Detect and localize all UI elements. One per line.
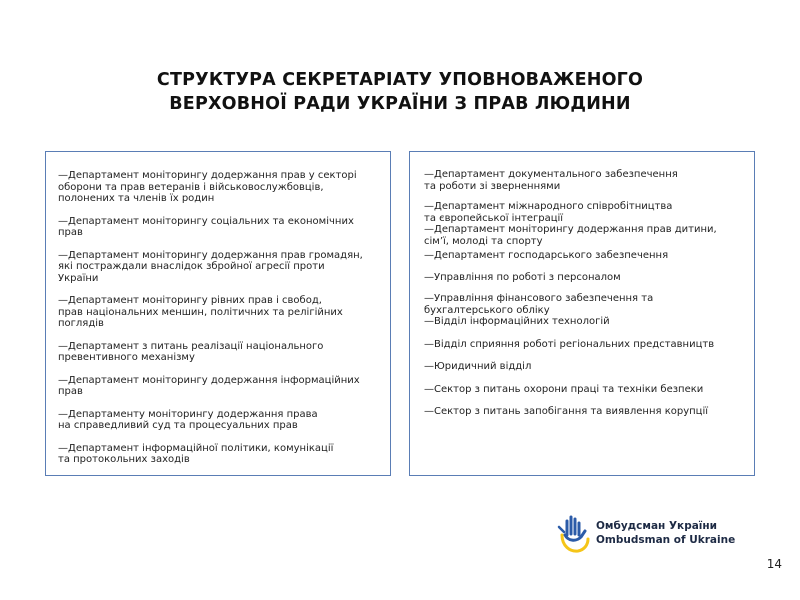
list-item: —Департамент моніторингу соціальних та економічних прав (58, 215, 354, 238)
list-item: —Департамент моніторингу додержання інформаційних прав (58, 374, 360, 397)
title-line-2: ВЕРХОВНОЇ РАДИ УКРАЇНИ З ПРАВ ЛЮДИНИ (169, 94, 631, 114)
list-item: —Департамент моніторингу додержання прав у секторі оборони та прав ветеранів і військовослужбовців, полонених та членів їх родин (58, 170, 357, 204)
list-item: —Сектор з питань охорони праці та техніки безпеки (424, 383, 704, 395)
logo-name-ua: Омбудсман України (596, 520, 718, 532)
list-item: —Юридичний відділ (424, 361, 532, 372)
list-item: —Департамент міжнародного співробітництва та європейської інтеграції (424, 201, 673, 224)
page-number: 14 (766, 557, 782, 571)
list-item: —Відділ сприяння роботі регіональних представництв (424, 338, 715, 350)
list-item: —Департаменту моніторингу додержання права на справедливий суд та процесуальних прав (58, 408, 318, 431)
ombudsman-logo (556, 513, 735, 553)
list-item: —Управління по роботі з персоналом (424, 271, 621, 283)
list-item: —Сектор з питань запобігання та виявлення корупції (424, 406, 709, 417)
list-item: —Департамент моніторингу додержання прав дитини, сім’ї, молоді та спорту (424, 224, 717, 247)
list-item: —Управління фінансового забезпечення та бухгалтерського обліку (424, 293, 654, 316)
list-item: —Департамент моніторингу додержання прав громадян, які постраждали внаслідок збройної агресії проти України (58, 249, 363, 284)
list-item: —Департамент господарського забезпечення (424, 250, 669, 261)
list-item: —Відділ інформаційних технологій (424, 316, 610, 327)
list-item: —Департамент документального забезпечення та роботи зі зверненнями (424, 169, 678, 192)
right-column-box (409, 151, 755, 476)
list-item: —Департамент інформаційної політики, комунікації та протокольних заходів (58, 442, 334, 465)
title-line-1: СТРУКТУРА СЕКРЕТАРІАТУ УПОВНОВАЖЕНОГО (156, 70, 644, 90)
list-item: —Департамент з питань реалізації національного превентивного механізму (58, 340, 324, 363)
logo-name-en: Ombudsman of Ukraine (596, 534, 736, 546)
hand-globe-icon (556, 513, 590, 553)
list-item: —Департамент моніторингу рівних прав і свобод, прав національних меншин, політичних та релігійних поглядів (58, 295, 343, 329)
left-column-box (45, 151, 391, 476)
page-title (120, 68, 680, 116)
